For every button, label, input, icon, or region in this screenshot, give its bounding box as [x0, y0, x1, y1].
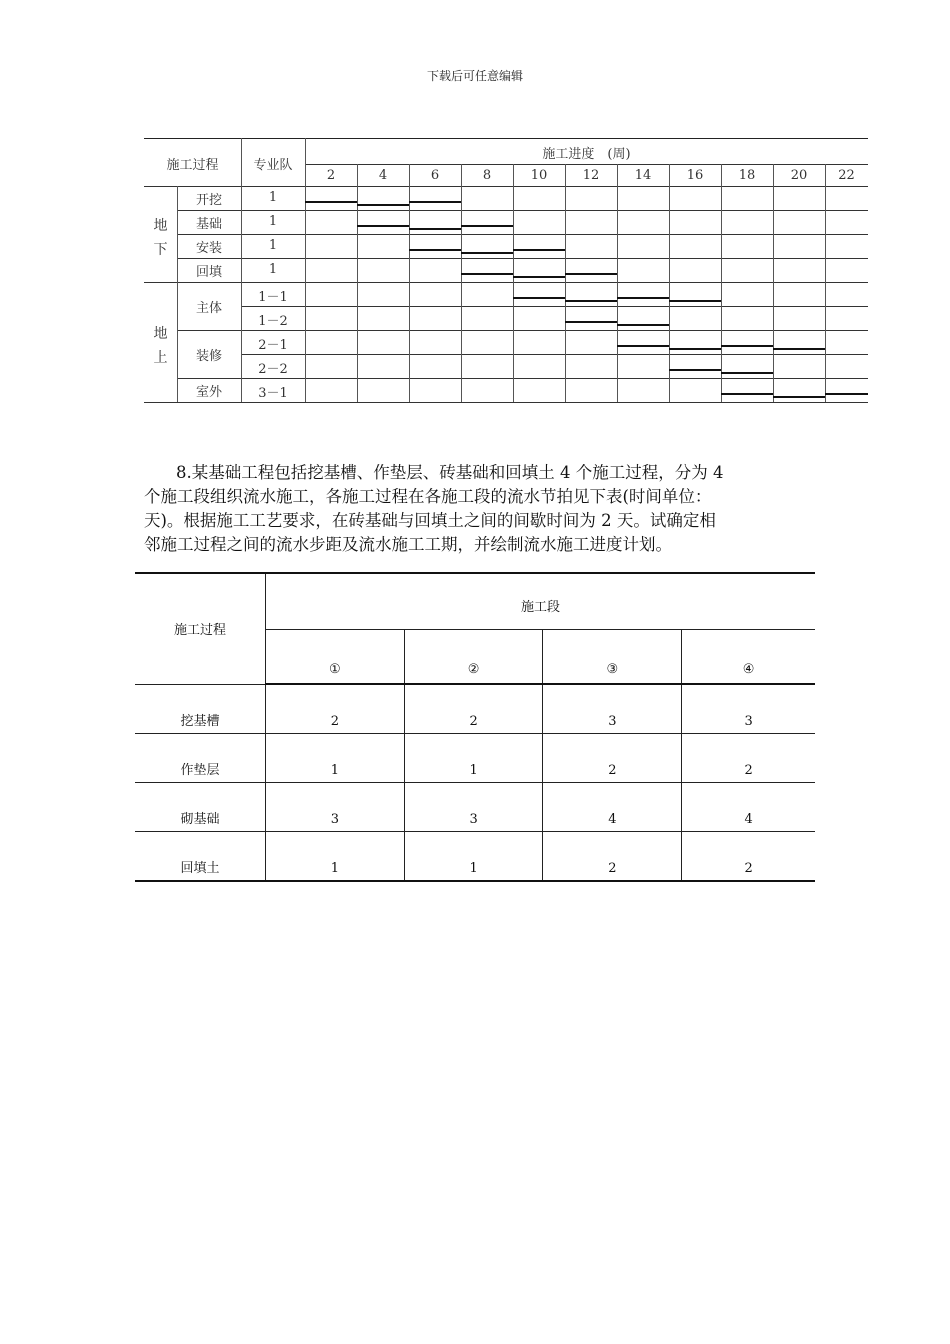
schedule-bar — [461, 273, 513, 275]
paragraph-line: 邻施工过程之间的流水步距及流水施工工期，并绘制流水施工进度计划。 — [144, 535, 672, 554]
segment-header: ② — [404, 630, 543, 685]
week-label: 20 — [790, 168, 808, 183]
duration-cell: 4 — [682, 783, 815, 832]
row-divider — [177, 210, 868, 211]
team-label: 2－2 — [258, 362, 288, 377]
row-divider — [144, 402, 868, 403]
week-label: 6 — [430, 168, 440, 183]
schedule-bar — [825, 393, 868, 395]
week-label: 10 — [530, 168, 548, 183]
week-label: 2 — [326, 168, 336, 183]
process-name: 砌基础 — [135, 783, 266, 832]
col-header-process: 施工过程 — [135, 573, 266, 684]
schedule-bar — [357, 204, 409, 206]
process-name: 挖基槽 — [135, 684, 266, 734]
team-label: 1 — [268, 262, 278, 277]
table-row — [135, 783, 815, 832]
week-col-divider — [825, 164, 826, 402]
group-label: 地 上 — [153, 326, 168, 366]
process-label: 主体 — [195, 301, 222, 316]
week-label: 14 — [634, 168, 652, 183]
schedule-bar — [305, 201, 357, 203]
week-label: 8 — [482, 168, 492, 183]
schedule-bar — [721, 345, 773, 347]
week-col-divider — [617, 164, 618, 402]
header-bottom-border — [144, 186, 868, 187]
row-divider — [177, 258, 868, 259]
schedule-bar — [461, 252, 513, 254]
week-col-divider — [565, 164, 566, 402]
duration-cell: 2 — [404, 684, 543, 734]
team-label: 1 — [268, 190, 278, 205]
row-divider — [177, 234, 868, 235]
team-label: 1 — [268, 238, 278, 253]
week-col-divider — [409, 164, 410, 402]
segment-header: ① — [266, 630, 405, 685]
segment-header: ④ — [682, 630, 815, 685]
schedule-bar — [409, 228, 461, 230]
schedule-bar — [669, 300, 721, 302]
schedule-bar — [773, 348, 825, 350]
schedule-bar — [565, 321, 617, 323]
schedule-bar — [409, 249, 461, 251]
duration-cell: 1 — [404, 734, 543, 783]
row-divider — [177, 330, 868, 331]
duration-table — [135, 572, 815, 882]
duration-cell: 3 — [543, 684, 682, 734]
header-note: 下载后可任意编辑 — [426, 69, 523, 83]
table-row — [135, 734, 815, 783]
duration-cell: 2 — [543, 734, 682, 783]
problem-paragraph — [144, 461, 816, 557]
process-name: 作垫层 — [135, 734, 266, 783]
process-label: 回填 — [195, 265, 222, 280]
progress-header-divider — [305, 164, 868, 165]
duration-cell: 3 — [404, 783, 543, 832]
team-label: 2－1 — [258, 338, 288, 353]
duration-cell: 1 — [266, 832, 405, 882]
schedule-bar — [565, 273, 617, 275]
duration-cell: 1 — [404, 832, 543, 882]
team-label: 1－2 — [258, 314, 288, 329]
col-header-process: 施工过程 — [166, 158, 219, 173]
process-name: 回填土 — [135, 832, 266, 882]
schedule-bar — [357, 225, 409, 227]
progress-title: 施工进度 (周) — [542, 147, 631, 162]
schedule-bar — [669, 348, 721, 350]
week-col-divider — [513, 164, 514, 402]
team-label: 1 — [268, 214, 278, 229]
schedule-bar — [721, 393, 773, 395]
week-label: 22 — [838, 168, 855, 183]
schedule-bar — [461, 225, 513, 227]
week-label: 16 — [686, 168, 704, 183]
week-label: 4 — [378, 168, 388, 183]
table-row — [135, 832, 815, 882]
team-label: 3－1 — [258, 386, 288, 401]
duration-cell: 2 — [682, 734, 815, 783]
duration-cell: 3 — [266, 783, 405, 832]
week-col-divider — [773, 164, 774, 402]
schedule-bar — [773, 396, 825, 398]
process-label: 开挖 — [195, 193, 222, 208]
segment-header: ③ — [543, 630, 682, 685]
process-label: 基础 — [195, 217, 222, 232]
paragraph-line: 个施工段组织流水施工，各施工过程在各施工段的流水节拍见下表(时间单位： — [144, 487, 712, 506]
week-col-divider — [721, 164, 722, 402]
table-top-border — [144, 138, 868, 139]
duration-cell: 2 — [543, 832, 682, 882]
schedule-bar — [669, 369, 721, 371]
duration-cell: 4 — [543, 783, 682, 832]
week-col-divider — [357, 164, 358, 402]
row-divider — [144, 282, 868, 283]
table-row — [135, 684, 815, 734]
col-header-team: 专业队 — [253, 158, 293, 173]
week-col-divider — [461, 164, 462, 402]
week-label: 18 — [738, 168, 756, 183]
duration-cell: 1 — [266, 734, 405, 783]
duration-cell: 2 — [266, 684, 405, 734]
construction-schedule-gantt — [144, 138, 868, 404]
team-label: 1－1 — [258, 290, 288, 305]
schedule-bar — [513, 249, 565, 251]
paragraph-line: 天)。根据施工工艺要求，在砖基础与回填土之间的间歇时间为 2 天。试确定相 — [144, 511, 716, 530]
group-label: 地 下 — [153, 218, 168, 258]
row-divider — [177, 378, 868, 379]
schedule-bar — [617, 297, 669, 299]
week-col-divider — [669, 164, 670, 402]
schedule-bar — [617, 345, 669, 347]
process-label: 装修 — [195, 349, 222, 364]
paragraph-line: 8.某基础工程包括挖基槽、作垫层、砖基础和回填土 4 个施工过程，分为 4 — [176, 463, 724, 482]
schedule-bar — [617, 324, 669, 326]
schedule-bar — [513, 276, 565, 278]
col-header-segment: 施工段 — [266, 573, 816, 630]
process-label: 室外 — [195, 385, 222, 400]
duration-cell: 3 — [682, 684, 815, 734]
schedule-bar — [513, 297, 565, 299]
week-label: 12 — [582, 168, 600, 183]
schedule-bar — [721, 372, 773, 374]
schedule-bar — [409, 201, 461, 203]
schedule-bar — [565, 300, 617, 302]
process-label: 安装 — [195, 241, 222, 256]
duration-cell: 2 — [682, 832, 815, 882]
